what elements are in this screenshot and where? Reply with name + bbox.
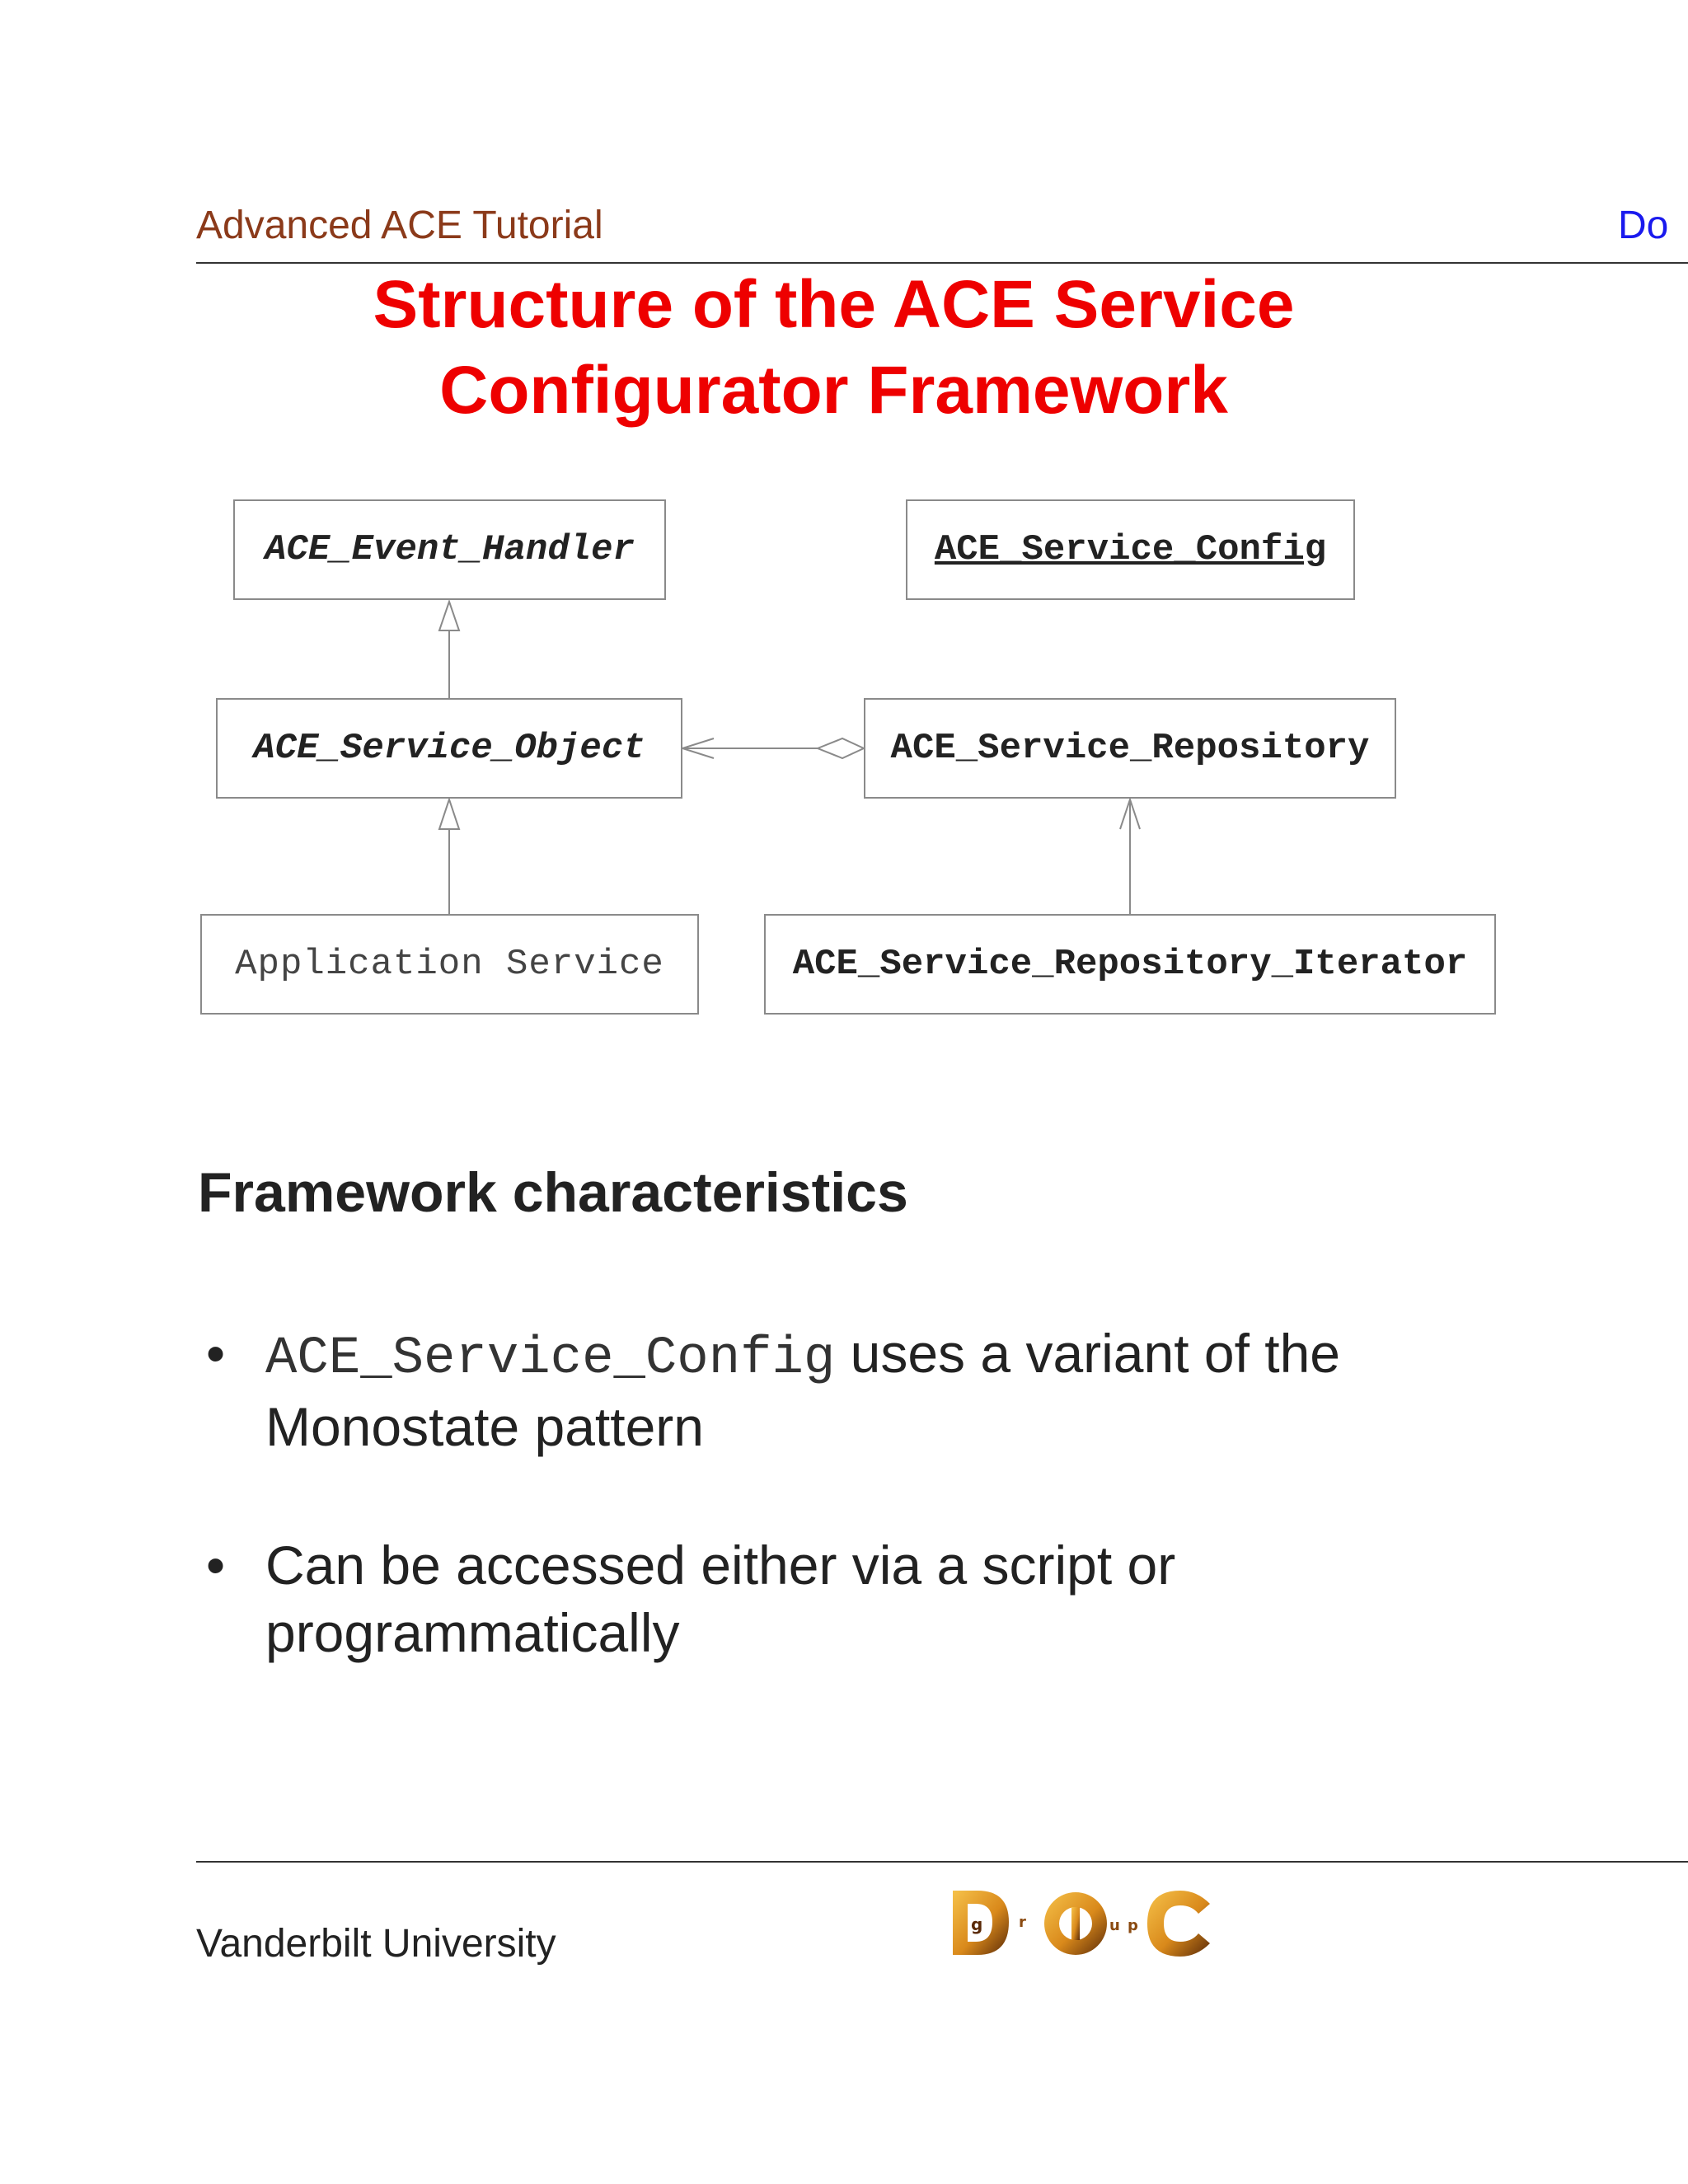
logo-letter-g: g <box>971 1915 983 1934</box>
generalization-arrow-service-object <box>439 799 459 829</box>
class-ace-service-object <box>216 698 682 799</box>
slide-title-line-2: Configurator Framework <box>439 353 1228 428</box>
doc-group-logo <box>948 1879 1220 1970</box>
bullet-dot-icon: • <box>206 1323 226 1384</box>
logo-letter-r: r <box>1019 1914 1026 1931</box>
class-application-service <box>200 914 699 1015</box>
class-ace-service-repository-iterator <box>764 914 1496 1015</box>
class-ace-service-repository <box>864 698 1396 799</box>
class-application-service-label: Application Service <box>235 944 664 985</box>
slide-title-line-1: Structure of the ACE Service <box>373 267 1295 342</box>
logo-letter-c <box>1147 1891 1210 1957</box>
footer-rule <box>196 1861 1688 1863</box>
bullet-1-line-1 <box>265 1319 1340 1393</box>
class-ace-event-handler <box>233 499 666 600</box>
bullet-1-text: uses a variant of the <box>835 1323 1341 1384</box>
aggregation-diamond <box>818 738 864 758</box>
footer-university: Vanderbilt University <box>196 1922 556 1966</box>
header-right-link[interactable]: Do <box>1618 204 1669 247</box>
header-title: Advanced ACE Tutorial <box>196 204 603 247</box>
logo-letter-u: u <box>1109 1917 1120 1934</box>
class-ace-event-handler-label: ACE_Event_Handler <box>265 529 635 570</box>
bullet-dot-icon: • <box>206 1535 226 1596</box>
class-ace-service-repository-iterator-label: ACE_Service_Repository_Iterator <box>792 944 1468 985</box>
bullet-1-code: ACE_Service_Config <box>265 1329 836 1389</box>
bullet-1-line-2: Monostate pattern <box>265 1396 704 1457</box>
class-ace-service-repository-label: ACE_Service_Repository <box>890 728 1370 769</box>
class-ace-service-config-label: ACE_Service_Config <box>934 529 1327 570</box>
generalization-arrow-event-handler <box>439 602 459 630</box>
class-ace-service-object-label: ACE_Service_Object <box>253 728 645 769</box>
class-ace-service-config <box>906 499 1355 600</box>
bullet-2-line-1: Can be accessed either via a script or <box>265 1535 1176 1596</box>
bullet-2-line-2: programmatically <box>265 1602 680 1663</box>
logo-letter-p: p <box>1128 1917 1138 1934</box>
section-heading: Framework characteristics <box>198 1161 908 1224</box>
